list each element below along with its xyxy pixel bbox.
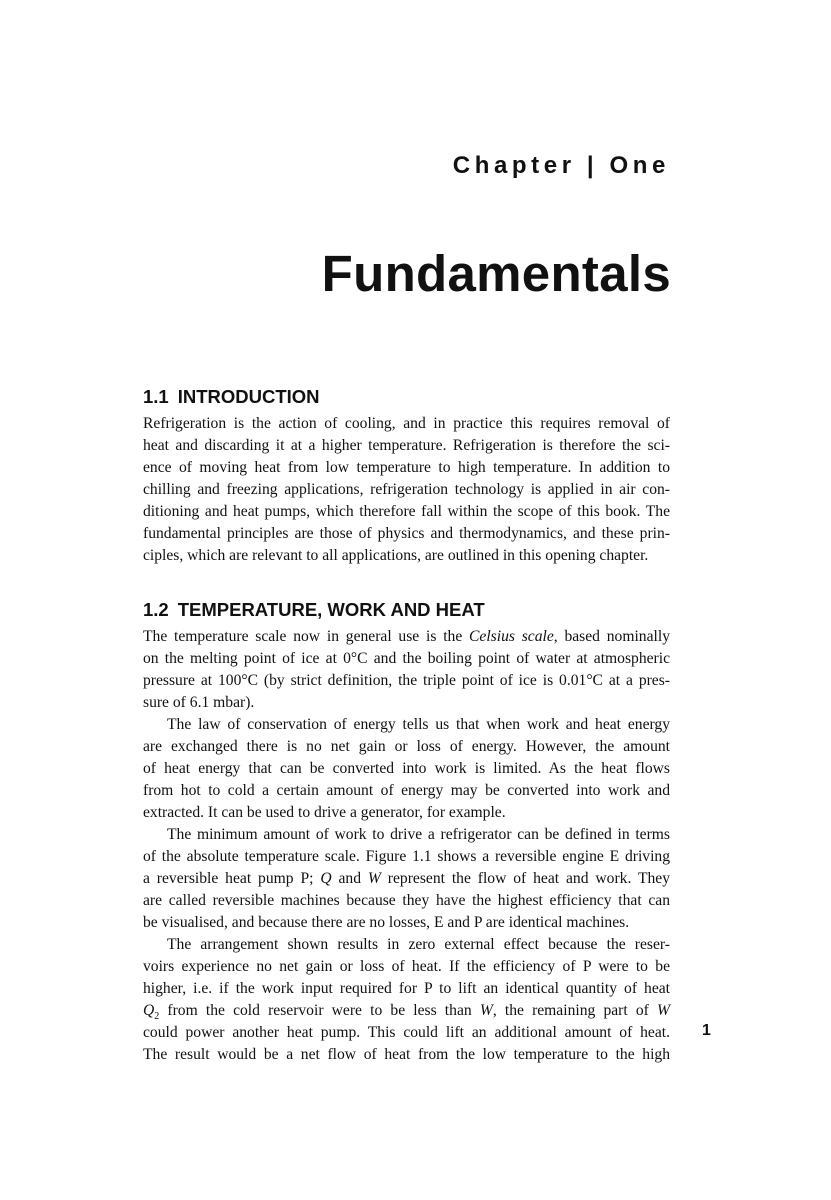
text: The result would be a net flow of heat from the low temperature to the high	[143, 1046, 670, 1063]
section-body-temperature-work-heat	[143, 626, 670, 1066]
section-body-introduction	[143, 413, 670, 567]
italic-text: Q	[320, 870, 332, 887]
text-line	[143, 824, 670, 846]
text: are exchanged there is no net gain or loss of energy. However, the amount	[143, 738, 670, 755]
text-line	[143, 714, 670, 736]
section-number: 1.2	[143, 599, 169, 620]
text: chilling and freezing applications, refrigeration technology is applied in air con-	[143, 481, 670, 498]
text-line	[143, 479, 670, 501]
text: be visualised, and because there are no losses, E and P are identical machines.	[143, 914, 630, 931]
text-line	[143, 758, 670, 780]
text: voirs experience no net gain or loss of heat. If the efficiency of P were to be	[143, 958, 670, 975]
text-line	[143, 868, 670, 890]
chapter-title: Fundamentals	[321, 245, 671, 302]
text-line	[143, 780, 670, 802]
section-number: 1.1	[143, 386, 169, 407]
italic-text: Q	[143, 1002, 155, 1019]
text: of heat energy that can be converted into work is limited. As the heat flows	[143, 760, 670, 777]
text: and	[331, 870, 368, 887]
text-line	[143, 435, 670, 457]
text: The temperature scale now in general use is the	[143, 628, 470, 645]
text-line	[143, 648, 670, 670]
text: The arrangement shown results in zero external effect because the reser-	[167, 936, 670, 953]
section-heading-temperature-work-heat	[143, 599, 485, 621]
text: , based nominally	[553, 628, 670, 645]
text-line	[143, 1044, 670, 1066]
text-line	[143, 545, 670, 567]
paragraph	[143, 934, 670, 1066]
text-line	[143, 523, 670, 545]
text: from the cold reservoir were to be less than	[159, 1002, 480, 1019]
text: The law of conservation of energy tells us that when work and heat energy	[167, 716, 670, 733]
text: heat and discarding it at a higher temperature. Refrigeration is therefore the sci-	[143, 437, 670, 454]
text: a reversible heat pump P;	[143, 870, 321, 887]
text-line	[143, 912, 670, 934]
chapter-label: Chapter | One	[452, 152, 670, 179]
text: of the absolute temperature scale. Figure 1.1 shows a reversible engine E driving	[143, 848, 670, 865]
text-line	[143, 934, 670, 956]
text: are called reversible machines because they have the highest efficiency that can	[143, 892, 670, 909]
text: , the remaining part of	[492, 1002, 657, 1019]
text-line	[143, 956, 670, 978]
text-line	[143, 1022, 670, 1044]
text: Refrigeration is the action of cooling, and in practice this requires removal of	[143, 415, 670, 432]
italic-text: W	[479, 1002, 493, 1019]
subscript: 2	[154, 1011, 160, 1023]
text-line	[143, 1000, 670, 1022]
text-line	[143, 413, 670, 435]
italic-text: W	[367, 870, 381, 887]
text-line	[143, 890, 670, 912]
paragraph	[143, 626, 670, 714]
text-line	[143, 670, 670, 692]
text-line	[143, 978, 670, 1000]
text: sure of 6.1 mbar).	[143, 694, 255, 711]
text: ence of moving heat from low temperature to high temperature. In addition to	[143, 459, 670, 476]
text: from hot to cold a certain amount of energy may be converted into work and	[143, 782, 670, 799]
paragraph	[143, 413, 670, 567]
text: could power another heat pump. This could lift an additional amount of heat.	[143, 1024, 670, 1041]
text-line	[143, 802, 670, 824]
text: ditioning and heat pumps, which therefore fall within the scope of this book. The	[143, 503, 670, 520]
italic-text: W	[656, 1002, 670, 1019]
text: ciples, which are relevant to all applications, are outlined in this opening chapter.	[143, 547, 649, 564]
text: on the melting point of ice at 0°C and the boiling point of water at atmospheric	[143, 650, 670, 667]
section-heading-introduction	[143, 386, 320, 408]
text: higher, i.e. if the work input required for P to lift an identical quantity of heat	[143, 980, 670, 997]
section-title: INTRODUCTION	[177, 386, 320, 407]
page-number: 1	[702, 1022, 711, 1039]
text-line	[143, 846, 670, 868]
text: The minimum amount of work to drive a refrigerator can be defined in terms	[167, 826, 670, 843]
text-line	[143, 626, 670, 648]
text: extracted. It can be used to drive a generator, for example.	[143, 804, 506, 821]
text: pressure at 100°C (by strict definition, the triple point of ice is 0.01°C at a pres-	[143, 672, 670, 689]
text: represent the flow of heat and work. They	[380, 870, 671, 887]
text-line	[143, 501, 670, 523]
section-title: TEMPERATURE, WORK AND HEAT	[177, 599, 485, 620]
text-line	[143, 457, 670, 479]
text: fundamental principles are those of physics and thermodynamics, and these prin-	[143, 525, 670, 542]
italic-text: Celsius scale	[469, 628, 554, 645]
paragraph	[143, 824, 670, 934]
paragraph	[143, 714, 670, 824]
text-line	[143, 692, 670, 714]
text-line	[143, 736, 670, 758]
